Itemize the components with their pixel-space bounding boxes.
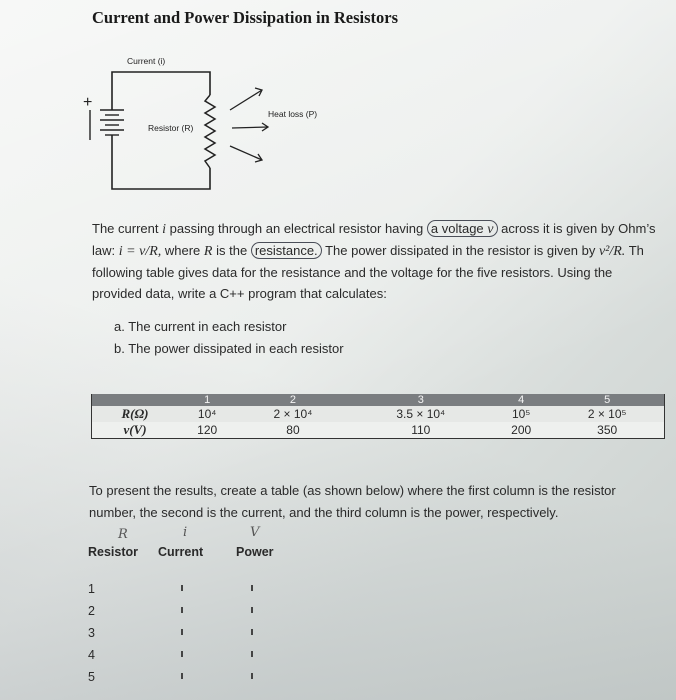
result-row-number: 3: [88, 626, 95, 640]
table-header: 5: [550, 394, 664, 406]
table-row: [92, 406, 665, 422]
result-row-number: 2: [88, 604, 95, 618]
placeholder-dash: [251, 607, 253, 613]
table-header: 2: [236, 394, 349, 406]
text: number, the second is the current, and the third column is the power, respectively.: [89, 505, 559, 520]
math-i: i: [162, 222, 166, 237]
text: across it is given by Ohm’s: [501, 221, 656, 236]
handwritten-v: V: [250, 525, 260, 540]
placeholder-dash: [251, 585, 253, 591]
table-header: 4: [492, 394, 550, 406]
table-cell: 2 × 10⁴: [236, 406, 349, 422]
result-row-number: 5: [88, 670, 95, 684]
table-row: [92, 422, 665, 439]
table-header: 3: [350, 394, 492, 406]
handwritten-i: i: [183, 525, 188, 540]
heat-loss-label: Heat loss (P): [268, 109, 318, 119]
placeholder-dash: [181, 607, 183, 613]
placeholder-dash: [181, 673, 183, 679]
col-resistor-header: Resistor: [88, 545, 139, 559]
resistor-data-table: [91, 394, 665, 439]
battery-icon: [90, 110, 124, 140]
text: Th: [628, 243, 644, 258]
handwritten-r: R: [118, 527, 128, 542]
table-cell: R(Ω): [92, 406, 179, 422]
placeholder-dash: [181, 629, 183, 635]
text: is the: [216, 243, 248, 258]
placeholder-dash: [251, 629, 253, 635]
text: law:: [92, 243, 116, 258]
math-power: v²/R.: [598, 244, 626, 259]
circled-voltage: [427, 220, 498, 237]
table-header-row: [92, 394, 665, 406]
text: where: [164, 243, 201, 258]
list-item: b. The power dissipated in each resistor: [114, 341, 344, 356]
math-v: v: [487, 222, 494, 237]
results-paragraph: [89, 480, 616, 524]
placeholder-dash: [251, 651, 253, 657]
current-label: Current (i): [127, 56, 166, 66]
text: provided data, write a C++ program that calculates:: [92, 286, 387, 301]
result-row-number: 1: [88, 582, 95, 596]
circuit-wire-bottom: [112, 135, 210, 189]
math-ohms-law: i = v/R,: [118, 244, 162, 259]
text: The power dissipated in the resistor is given by: [325, 243, 596, 258]
text: The current: [92, 221, 159, 236]
page-title: Current and Power Dissipation in Resistors: [92, 8, 399, 27]
placeholder-dash: [181, 585, 183, 591]
table-cell: 2 × 10⁵: [550, 406, 664, 422]
table-cell: 10⁵: [492, 406, 550, 422]
col-power-header: Power: [236, 545, 274, 559]
circled-resistance: resistance.: [251, 242, 322, 259]
plus-sign: +: [83, 94, 93, 111]
table-cell: v(V): [92, 422, 179, 439]
placeholder-dash: [181, 651, 183, 657]
task-list: [114, 316, 344, 360]
table-cell: 120: [178, 422, 236, 439]
list-item: a. The current in each resistor: [114, 319, 287, 334]
table-cell: 80: [236, 422, 349, 439]
placeholder-dash: [251, 673, 253, 679]
col-current-header: Current: [158, 545, 204, 559]
heat-arrows-icon: [230, 88, 268, 162]
ohms-law-paragraph: [92, 218, 676, 304]
text: a voltage: [430, 221, 484, 236]
text: following table gives data for the resistance and the voltage for the five resistors. Using the: [92, 265, 613, 280]
circuit-wire-top: [112, 72, 210, 110]
resistor-label: Resistor (R): [148, 123, 194, 133]
table-header: [92, 394, 179, 406]
table-header: 1: [178, 394, 236, 406]
table-cell: 350: [550, 422, 664, 439]
table-cell: 110: [350, 422, 492, 439]
table-cell: 200: [492, 422, 550, 439]
table-cell: 10⁴: [178, 406, 236, 422]
text: passing through an electrical resistor having: [169, 221, 424, 236]
resistor-icon: [205, 95, 215, 168]
math-R: R: [203, 244, 213, 259]
table-cell: 3.5 × 10⁴: [350, 406, 492, 422]
result-row-number: 4: [88, 648, 95, 662]
text: To present the results, create a table (as shown below) where the first column is the resistor: [89, 483, 616, 498]
